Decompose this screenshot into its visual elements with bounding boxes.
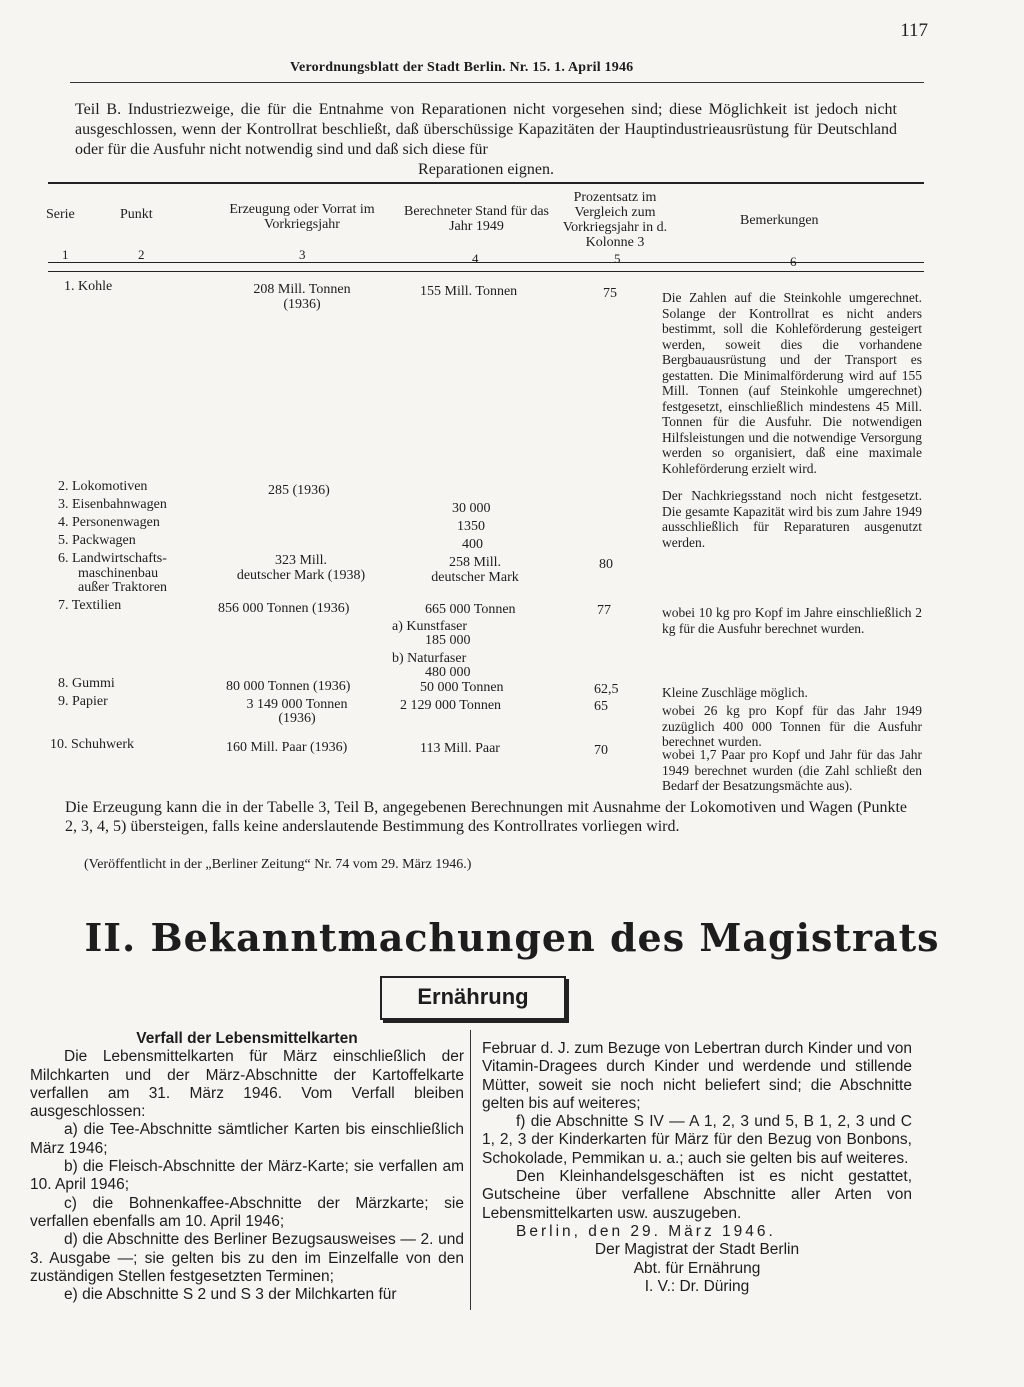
article-item-e-continued: Februar d. J. zum Bezuge von Lebertran durch Kinder und von Vitamin-Dragees durch Kinder und werdende und stillende Mütter, soweit sie noch nicht beliefert sind; die Abschnitte gelten bis auf weiteres; xyxy=(482,1040,912,1112)
article-item-b: b) die Fleisch-Abschnitte der März-Karte; sie verfallen am 10. April 1946; xyxy=(30,1158,464,1194)
textilien-stand: 665 000 Tonnen xyxy=(425,602,516,617)
table-row-lokomotiven: 2. Lokomotiven xyxy=(58,479,148,494)
remark-papier: wobei 26 kg pro Kopf für das Jahr 1949 zuzüglich 400 000 Tonnen für die Ausfuhr berechnet wurden. xyxy=(662,703,922,749)
article-right-column xyxy=(482,1040,912,1296)
article-paragraph-2: Den Kleinhandelsgeschäften ist es nicht gestattet, Gutscheine über verfallene Abschnitte aller Arten von Lebensmittelkarten usw. auszugeben. xyxy=(482,1168,912,1222)
article-item-a: a) die Tee-Abschnitte sämtlicher Karten bis einschließlich März 1946; xyxy=(30,1121,464,1157)
textilien-kunstfaser-val: 185 000 xyxy=(425,633,471,648)
textilien-naturfaser: b) Naturfaser xyxy=(392,651,467,666)
intro-last-line: Reparationen eignen. xyxy=(418,161,554,178)
papier-erzeugung-year: (1936) xyxy=(278,711,316,726)
kohle-prozent: 75 xyxy=(603,286,617,301)
table-row-personenwagen: 4. Personenwagen xyxy=(58,515,160,530)
remark-textilien: wobei 10 kg pro Kopf im Jahre einschließlich 2 kg für die Ausfuhr berechnet wurden. xyxy=(662,605,922,636)
table-row-papier: 9. Papier xyxy=(58,694,108,709)
article-item-f: f) die Abschnitte S IV — A 1, 2, 3 und 5, B 1, 2, 3 und C 1, 2, 3 der Kinderkarten für März für den Bezug von Bonbons, Schokolade, Pemmikan u. a.; auch sie gelten bis auf weiteres. xyxy=(482,1113,912,1167)
signature-line-3: I. V.: Dr. Düring xyxy=(644,1277,750,1295)
kohle-stand: 155 Mill. Tonnen xyxy=(420,284,518,299)
textilien-kunstfaser: a) Kunstfaser xyxy=(392,619,468,634)
column-divider xyxy=(470,1030,471,1310)
gummi-erzeugung: 80 000 Tonnen (1936) xyxy=(226,679,351,694)
remark-gummi: Kleine Zuschläge möglich. xyxy=(662,685,808,700)
table-row-kohle: 1. Kohle xyxy=(64,279,113,294)
landwirtschaft-erzeugung: 323 Mill. xyxy=(274,553,328,568)
lokomotiven-erzeugung: 285 (1936) xyxy=(268,483,330,498)
textilien-naturfaser-val: 480 000 xyxy=(425,665,471,680)
header-bottom-rule-a xyxy=(48,262,924,263)
page-number: 117 xyxy=(900,20,928,41)
kohle-erzeugung-year: (1936) xyxy=(283,297,321,312)
landwirtschaft-line3: außer Traktoren xyxy=(78,580,168,595)
source-note: (Veröffentlicht in der „Berliner Zeitung“ Nr. 74 vom 29. März 1946.) xyxy=(84,857,472,872)
article-item-c: c) die Bohnenkaffee-Abschnitte der Märzkarte; sie verfallen ebenfalls am 10. April 1946; xyxy=(30,1194,464,1230)
intro-paragraph xyxy=(75,100,897,180)
header-bottom-rule-b xyxy=(48,271,924,272)
gummi-prozent: 62,5 xyxy=(594,682,619,697)
header-rule xyxy=(70,82,924,83)
intro-text: Teil B. Industriezweige, die für die Entnahme von Reparationen nicht vorgesehen sind; diese Möglichkeit ist jedoch nicht ausgeschlossen, wenn der Kontrollrat beschließt, daß überschüssige Kapazitäten der Hauptindustrieausrüstung für Deutschland oder für die Ausfuhr nicht notwendig sind und daß sich diese für xyxy=(75,101,897,158)
schuhwerk-prozent: 70 xyxy=(594,743,608,758)
signature-line-2: Abt. für Ernährung xyxy=(633,1259,761,1277)
table-row-textilien: 7. Textilien xyxy=(58,598,122,613)
table-row-schuhwerk: 10. Schuhwerk xyxy=(50,737,134,752)
landwirtschaft-prozent: 80 xyxy=(599,557,613,572)
col-number-5: 5 xyxy=(614,251,621,266)
table-row-gummi: 8. Gummi xyxy=(58,676,115,691)
article-left-column xyxy=(30,1030,464,1304)
col-number-6: 6 xyxy=(790,254,797,269)
section-title: II. Bekanntmachungen des Magistrats xyxy=(84,915,940,960)
schuhwerk-stand: 113 Mill. Paar xyxy=(420,741,500,756)
gummi-stand: 50 000 Tonnen xyxy=(420,680,504,695)
personenwagen-stand: 1350 xyxy=(457,519,485,534)
col-number-4: 4 xyxy=(472,251,479,266)
header-erzeugung: Erzeugung oder Vorrat im Vorkriegsjahr xyxy=(229,202,375,232)
landwirtschaft-stand: 258 Mill. xyxy=(448,555,502,570)
table-row-eisenbahnwagen: 3. Eisenbahnwagen xyxy=(58,497,167,512)
eisenbahnwagen-stand: 30 000 xyxy=(452,501,491,516)
article-item-e: e) die Abschnitte S 2 und S 3 der Milchkarten für xyxy=(64,1286,397,1304)
header-serie: Serie xyxy=(46,207,75,222)
landwirtschaft-stand-2: deutscher Mark xyxy=(431,570,519,585)
header-bemerkungen: Bemerkungen xyxy=(740,213,819,228)
table-top-rule xyxy=(48,182,924,184)
table-row-packwagen: 5. Packwagen xyxy=(58,533,136,548)
schuhwerk-erzeugung: 160 Mill. Paar (1936) xyxy=(226,740,348,755)
remark-kohle: Die Zahlen auf die Steinkohle umgerechnet. Solange der Kontrollrat es nicht anders bestimmt, soll die Kohleförderung gesteigert werden, soweit dies die vorhandene Bergbauausrüstung und der Transport es gestatten. Die Minimalförderung wird auf 155 Mill. Tonnen (auf Steinkohle umgerechnet) festgesetzt, einschließlich mindestens 45 Mill. Tonnen für die Ausfuhr. Die notwendigen Hilfsleistungen und die notwendige Versorgung werden so organisiert, daß eine maximale Kohleförderung erzielt wird. xyxy=(662,290,922,476)
table-row-landwirtschaft: 6. Landwirtschafts- xyxy=(58,551,167,566)
remark-lokomotiven: Der Nachkriegsstand noch nicht festgesetzt. Die gesamte Kapazität wird bis zum Jahre 1949 ausschließlich für Reparaturen ausgenutzt werden. xyxy=(662,488,922,550)
article-place-date: Berlin, den 29. März 1946. xyxy=(516,1222,776,1240)
header-punkt: Punkt xyxy=(120,207,153,222)
papier-stand: 2 129 000 Tonnen xyxy=(400,698,502,713)
running-header: Verordnungsblatt der Stadt Berlin. Nr. 15. 1. April 1946 xyxy=(290,60,634,75)
papier-erzeugung: 3 149 000 Tonnen xyxy=(246,697,348,712)
landwirtschaft-line2: maschinenbau xyxy=(78,566,159,581)
header-prozent: Prozentsatz im Vergleich zum Vorkriegsjahr in d. Kolonne 3 xyxy=(562,190,668,250)
landwirtschaft-erzeugung-2: deutscher Mark (1938) xyxy=(236,568,366,583)
article-paragraph-1: Die Lebensmittelkarten für März einschließlich der Milchkarten und der März-Abschnitte der Kartoffelkarte verfallen am 31. März 1946. Vom Verfall bleiben ausgeschlossen: xyxy=(30,1048,464,1121)
textilien-prozent: 77 xyxy=(597,603,611,618)
kohle-erzeugung: 208 Mill. Tonnen xyxy=(253,282,351,297)
signature-line-1: Der Magistrat der Stadt Berlin xyxy=(594,1241,800,1259)
ernaehrung-label: Ernährung xyxy=(417,984,529,1009)
papier-prozent: 65 xyxy=(594,699,608,714)
article-title: Verfall der Lebensmittelkarten xyxy=(136,1030,358,1047)
article-item-d: d) die Abschnitte des Berliner Bezugsausweises — 2. und 3. Ausgabe —; sie gelten bis zu den im Einzelfalle von den zuständigen Stellen festgesetzten Terminen; xyxy=(30,1231,464,1285)
packwagen-stand: 400 xyxy=(462,537,483,552)
remark-schuhwerk: wobei 1,7 Paar pro Kopf und Jahr für das Jahr 1949 berechnet wurden (die Zahl schließt den Bedarf der Besatzungsmächte aus). xyxy=(662,747,922,793)
textilien-erzeugung: 856 000 Tonnen (1936) xyxy=(218,601,350,616)
col-number-3: 3 xyxy=(299,247,306,262)
header-stand: Berechneter Stand für das Jahr 1949 xyxy=(404,204,549,234)
col-number-1: 1 xyxy=(62,247,69,262)
col-number-2: 2 xyxy=(138,247,145,262)
bottom-paragraph: Die Erzeugung kann die in der Tabelle 3, Teil B, angegebenen Berechnungen mit Ausnahme der Lokomotiven und Wagen (Punkte 2, 3, 4, 5) übersteigen, falls keine anderslautende Bestimmung des Kontrollrates vorliegen wird. xyxy=(65,799,907,835)
